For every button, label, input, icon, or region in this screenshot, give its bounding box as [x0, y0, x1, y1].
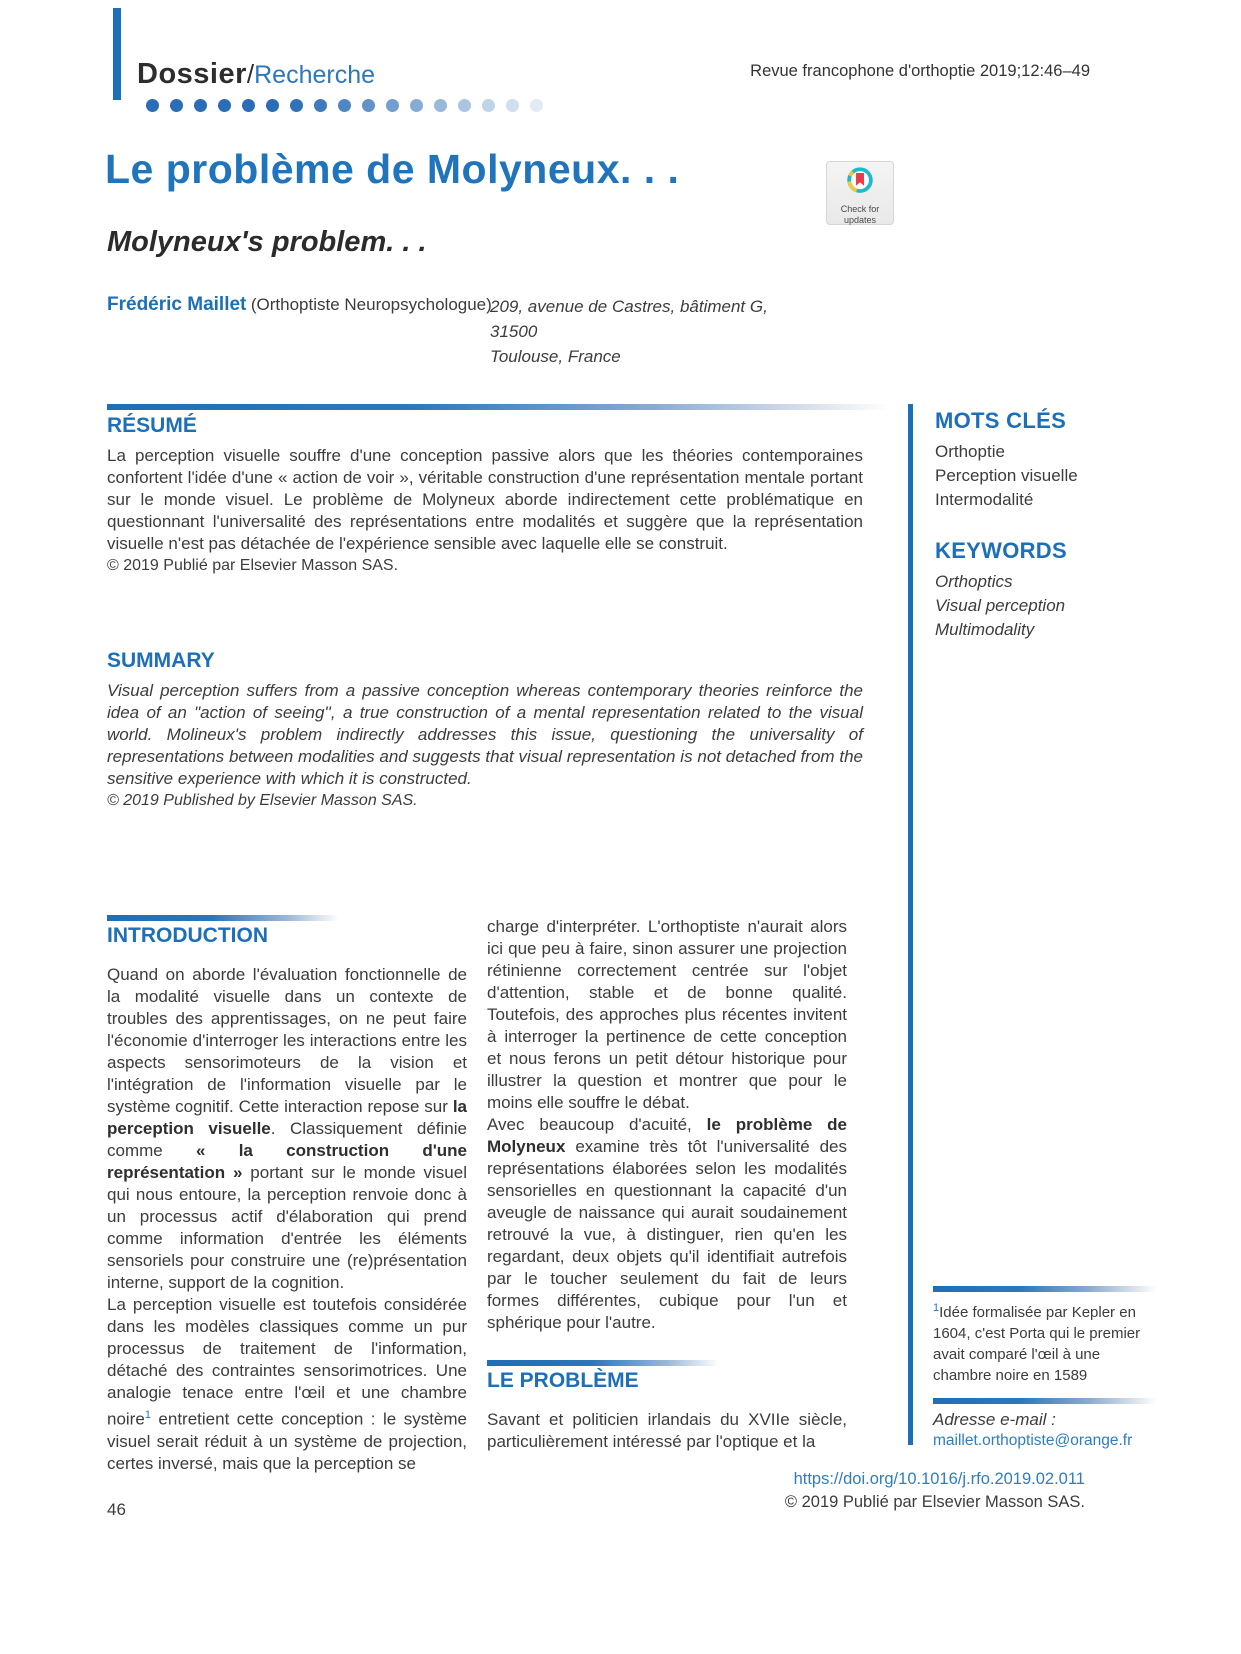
probleme-section	[487, 1360, 847, 1453]
summary-heading: SUMMARY	[107, 649, 215, 672]
footnote-text: $^1$Idée formalisée par Kepler en 1604, c'est Porta qui le premier avait comparé l'œil à une chambre noire en 1589	[933, 1302, 1141, 1384]
footer-copyright: © 2019 Publié par Elsevier Masson SAS.	[784, 1493, 1085, 1511]
keywords-list	[935, 570, 1157, 642]
email-label: Adresse e-mail :	[933, 1410, 1056, 1429]
keywords-sidebar	[935, 408, 1157, 668]
header-dots-decoration	[146, 99, 543, 112]
introduction-paragraph-2: La perception visuelle est toutefois considérée dans les modèles classiques comme un pur processus de traitement de l'information, détaché des contraintes sensorimotrices. Une analogie tenace entre l'œil et une chambre noire$^1$ entretient cette conception : le système visuel serait réduit à un système de projection, certes inversé, mais que la perception se	[107, 1295, 467, 1473]
email-block	[933, 1398, 1157, 1450]
page-number: 46	[107, 1500, 126, 1519]
badge-caption: Check for updates	[840, 204, 880, 225]
mots-cles-heading: MOTS CLÉS	[935, 408, 1067, 433]
header-accent-bar	[113, 8, 121, 100]
section-label: Dossier	[137, 58, 247, 90]
author-line	[107, 294, 492, 316]
mots-cles-list	[935, 440, 1157, 512]
resume-rule	[107, 404, 890, 410]
resume-section	[107, 404, 890, 575]
mot-cle-item: Orthoptie	[935, 442, 1005, 461]
article-title-fr: Le problème de Molyneux. . .	[105, 146, 680, 192]
probleme-paragraph-1: Savant et politicien irlandais du XVIIe siècle, particulièrement intéressé par l'optique et la	[487, 1410, 847, 1451]
article-title-en: Molyneux's problem. . .	[107, 226, 427, 258]
doi-block	[785, 1468, 1085, 1514]
resume-copyright: © 2019 Publié par Elsevier Masson SAS.	[107, 557, 399, 574]
email-link[interactable]: maillet.orthoptiste@orange.fr	[933, 1432, 1133, 1449]
keyword-item: Multimodality	[935, 620, 1035, 639]
keyword-item: Orthoptics	[935, 572, 1013, 591]
email-rule	[933, 1398, 1157, 1404]
crossmark-icon	[841, 165, 879, 199]
footnote-reference-1[interactable]: 1	[144, 1409, 151, 1421]
mot-cle-item: Intermodalité	[935, 490, 1034, 509]
summary-section	[107, 645, 890, 810]
author-address	[490, 294, 810, 369]
introduction-heading: INTRODUCTION	[107, 924, 268, 947]
summary-copyright: © 2019 Published by Elsevier Masson SAS.	[107, 792, 418, 809]
resume-heading: RÉSUMÉ	[107, 414, 197, 437]
introduction-paragraph-2-continued: charge d'interpréter. L'orthoptiste n'aurait alors ici que peu à faire, sinon assurer une projection rétinienne correctement centrée sur l'objet d'attention, stable et de bonne qualité. Toutefois, des approches plus récentes invitent à interroger la pertinence de cette conception et nous ferons un petit détour historique pour illustrer la question et montrer que pour le moins elle souffre le débat.	[487, 917, 847, 1112]
body-column-left	[107, 915, 467, 1475]
author-role: (Orthoptiste Neuropsychologue)	[250, 295, 492, 314]
body-column-right	[487, 916, 847, 1453]
section-separator: /	[246, 59, 255, 89]
sidebar-accent-line	[908, 404, 913, 1445]
author-name: Frédéric Maillet	[107, 294, 247, 315]
doi-link[interactable]: https://doi.org/10.1016/j.rfo.2019.02.011	[793, 1470, 1085, 1488]
subsection-label: Recherche	[254, 61, 376, 89]
introduction-paragraph-3: Avec beaucoup d'acuité, le problème de Molyneux examine très tôt l'universalité des représentations élaborées selon les modalités sensorielles en questionnant la capacité d'un aveugle de naissance qui aurait soudainement retrouvé la vue, à distinguer, rien qu'en les regardant, deux objets qu'il identifiait autrefois par le toucher seulement du fait de leurs formes différentes, cubique pour l'un et sphérique pour l'autre.	[487, 1115, 848, 1332]
check-for-updates-button[interactable]	[826, 161, 894, 225]
summary-body: Visual perception suffers from a passive conception whereas contemporary theories reinforce the idea of an "action of seeing'', a true construction of a mental representation related to the visual world. Molineux's problem indirectly addresses this issue, questioning the universality of representations between modalities and suggests that visual representation is not detached from the sensitive experience with which it is constructed.	[107, 681, 863, 788]
keywords-heading: KEYWORDS	[935, 538, 1067, 563]
probleme-heading: LE PROBLÈME	[487, 1369, 639, 1392]
address-line-1: 209, avenue de Castres, bâtiment G, 31500	[490, 297, 768, 341]
keyword-item: Visual perception	[935, 596, 1066, 615]
section-brand	[137, 58, 375, 91]
address-line-2: Toulouse, France	[490, 347, 621, 366]
introduction-paragraph-1: Quand on aborde l'évaluation fonctionnelle de la modalité visuelle dans un contexte de troubles des apprentissages, on ne peut faire l'économie d'interroger les interactions entre les aspects sensorimoteurs de la vision et l'intégration de l'information visuelle par le système cognitif. Cette interaction repose sur la perception visuelle. Classiquement définie comme « la construction d'une représentation » portant sur le monde visuel qui nous entoure, la perception renvoie donc à un processus actif d'élaboration qui prend comme information d'entrée les éléments sensoriels pour construire une (re)présentation interne, support de la cognition.	[107, 965, 467, 1292]
introduction-rule	[107, 915, 339, 921]
journal-citation: Revue francophone d'orthoptie 2019;12:46–49	[750, 62, 1090, 80]
footnote-marker: 1	[933, 1302, 940, 1314]
mot-cle-item: Perception visuelle	[935, 466, 1078, 485]
resume-body: La perception visuelle souffre d'une conception passive alors que les théories contemporaines confortent l'idée d'une « action de voir », véritable construction d'une représentation mentale portant sur le monde visuel. Le problème de Molyneux aborde indirectement cette problématique en questionnant l'universalité des représentations entre modalités et suggère que la représentation visuelle n'est pas détachée de l'expérience sensible avec laquelle elle se construit.	[107, 446, 863, 553]
footnote-rule	[933, 1286, 1157, 1292]
probleme-rule	[487, 1360, 719, 1366]
footnote-block	[933, 1286, 1157, 1386]
